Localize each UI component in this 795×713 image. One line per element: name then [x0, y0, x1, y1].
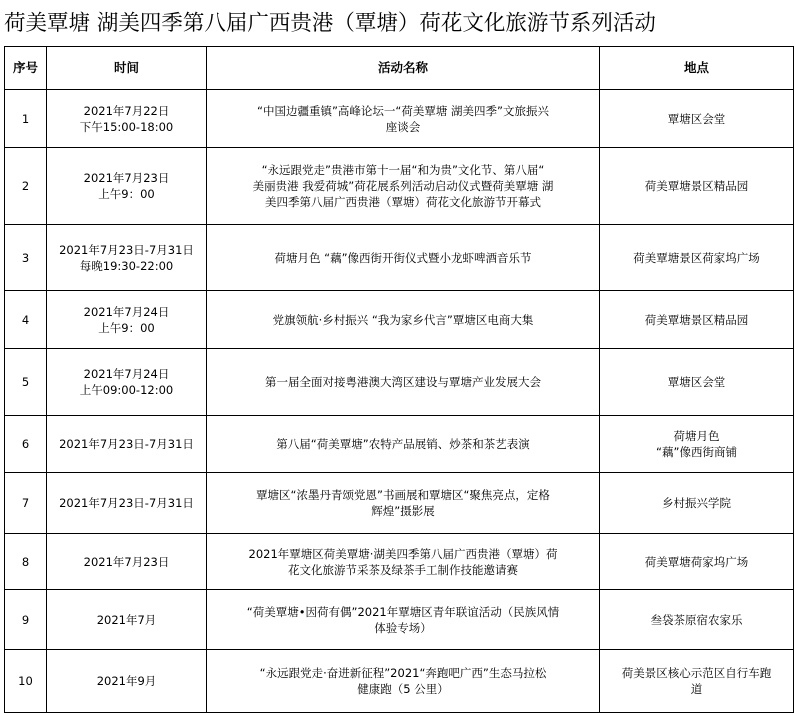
cell-number: 3	[5, 225, 47, 291]
cell-time-line: 2021年7月23日	[83, 554, 170, 569]
cell-number: 5	[5, 349, 47, 416]
cell-location	[600, 416, 794, 473]
cell-activity-name	[207, 416, 600, 473]
cell-activity-name-line: 健康跑（5 公里）	[357, 682, 449, 696]
table-row	[5, 650, 794, 713]
cell-activity-name	[207, 90, 600, 148]
table-header-row	[5, 47, 794, 90]
cell-activity-name-line: 美四季第八届广西贵港（覃塘）荷花文化旅游节开幕式	[265, 195, 541, 209]
cell-location	[600, 90, 794, 148]
cell-time-line: 2021年7月24日	[83, 304, 170, 319]
header-time: 时间	[47, 47, 207, 90]
cell-time-line: 2021年7月23日-7月31日	[59, 496, 194, 510]
table-row	[5, 416, 794, 473]
cell-activity-name-line: “荷美覃塘•因荷有偶”2021年覃塘区青年联谊活动（民族风情	[246, 604, 560, 619]
cell-location	[600, 534, 794, 590]
cell-activity-name-line: 第一届全面对接粤港澳大湾区建设与覃塘产业发展大会	[265, 375, 541, 389]
cell-location-line: 叁袋茶原宿农家乐	[650, 612, 743, 627]
cell-time-line: 2021年7月23日-7月31日	[59, 437, 194, 451]
cell-location	[600, 473, 794, 534]
cell-time	[47, 590, 207, 650]
cell-activity-name	[207, 534, 600, 590]
cell-activity-name-line: 体验专场）	[374, 620, 432, 635]
cell-location	[600, 590, 794, 650]
cell-activity-name-line: 荷塘月色 “藕”像西街开街仪式暨小龙虾啤酒音乐节	[274, 250, 532, 265]
cell-location-line: “藕”像西街商铺	[656, 445, 737, 459]
cell-time-line: 2021年7月	[96, 612, 157, 627]
document-title: 荷美覃塘 湖美四季第八届广西贵港（覃塘）荷花文化旅游节系列活动	[4, 11, 656, 36]
cell-location	[600, 349, 794, 416]
cell-location	[600, 291, 794, 349]
table-row	[5, 473, 794, 534]
cell-location-line: 道	[690, 682, 703, 696]
cell-time	[47, 473, 207, 534]
cell-number: 6	[5, 416, 47, 473]
cell-time-line: 2021年7月23日-7月31日	[59, 242, 194, 257]
table-row	[5, 90, 794, 148]
activities-table	[4, 46, 794, 713]
cell-activity-name-line: 美丽贵港 我爱荷城”荷花展系列活动启动仪式暨荷美覃塘 湖	[252, 179, 554, 193]
cell-number: 9	[5, 590, 47, 650]
cell-activity-name-line: 覃塘区“浓墨丹青颂党恩”书画展和覃塘区“聚焦亮点，定格	[256, 488, 550, 502]
cell-location-line: 荷美景区核心示范区自行车跑	[621, 666, 772, 680]
cell-time	[47, 291, 207, 349]
cell-location-line: 荷美覃塘景区精品园	[644, 312, 749, 327]
cell-time-line: 2021年7月23日	[83, 171, 170, 185]
table-row	[5, 225, 794, 291]
cell-location-line: 覃塘区会堂	[667, 375, 726, 389]
cell-time-line: 2021年9月	[96, 674, 157, 688]
cell-number: 1	[5, 90, 47, 148]
cell-location-line: 荷塘月色	[673, 429, 720, 443]
table-row	[5, 291, 794, 349]
cell-time	[47, 416, 207, 473]
cell-number: 8	[5, 534, 47, 590]
cell-activity-name	[207, 148, 600, 225]
cell-time-line: 每晚19:30-22:00	[79, 258, 174, 273]
cell-number: 7	[5, 473, 47, 534]
cell-location-line: 覃塘区会堂	[667, 111, 726, 126]
cell-activity-name	[207, 473, 600, 534]
cell-activity-name	[207, 650, 600, 713]
cell-activity-name-line: 党旗领航·乡村振兴 “我为家乡代言”覃塘区电商大集	[272, 312, 534, 327]
table-row	[5, 148, 794, 225]
cell-activity-name-line: “中国边疆重镇”高峰论坛一“荷美覃塘 湖美四季”文旅振兴	[257, 103, 549, 118]
cell-time-line: 2021年7月24日	[83, 367, 170, 381]
cell-number: 10	[5, 650, 47, 713]
cell-time-line: 上午9：00	[98, 320, 155, 335]
cell-location	[600, 148, 794, 225]
cell-activity-name-line: 第八届“荷美覃塘”农特产品展销、炒茶和茶艺表演	[276, 437, 530, 451]
cell-location	[600, 650, 794, 713]
cell-location-line: 乡村振兴学院	[662, 496, 731, 510]
table-row	[5, 590, 794, 650]
cell-activity-name-line: “永远跟党走”贵港市第十一届“和为贵”文化节、第八届“	[261, 163, 545, 177]
cell-time	[47, 650, 207, 713]
cell-activity-name-line: “永远跟党走·奋进新征程”2021“奔跑吧广西”生态马拉松	[259, 666, 547, 680]
cell-location	[600, 225, 794, 291]
cell-time-line: 上午09:00-12:00	[79, 383, 174, 397]
cell-time	[47, 90, 207, 148]
cell-time	[47, 148, 207, 225]
table-row	[5, 349, 794, 416]
table-row	[5, 534, 794, 590]
cell-activity-name	[207, 225, 600, 291]
cell-activity-name-line: 辉煌”摄影展	[371, 504, 435, 518]
cell-time-line: 下午15:00-18:00	[79, 119, 174, 134]
cell-time-line: 2021年7月22日	[83, 103, 170, 118]
cell-location-line: 荷美覃塘景区精品园	[644, 179, 749, 193]
cell-number: 4	[5, 291, 47, 349]
header-activity-name: 活动名称	[207, 47, 600, 90]
cell-time	[47, 225, 207, 291]
cell-time	[47, 534, 207, 590]
cell-activity-name-line: 2021年覃塘区荷美覃塘·湖美四季第八届广西贵港（覃塘）荷	[248, 546, 558, 561]
cell-location-line: 荷美覃塘荷家坞广场	[644, 554, 749, 569]
cell-activity-name	[207, 349, 600, 416]
cell-activity-name-line: 座谈会	[385, 119, 421, 134]
cell-number: 2	[5, 148, 47, 225]
header-location: 地点	[600, 47, 794, 90]
cell-activity-name	[207, 291, 600, 349]
cell-activity-name-line: 花文化旅游节采茶及绿茶手工制作技能邀请赛	[288, 562, 518, 577]
cell-time	[47, 349, 207, 416]
cell-time-line: 上午9：00	[98, 187, 155, 201]
cell-location-line: 荷美覃塘景区荷家坞广场	[633, 250, 760, 265]
cell-activity-name	[207, 590, 600, 650]
header-number: 序号	[5, 47, 47, 90]
